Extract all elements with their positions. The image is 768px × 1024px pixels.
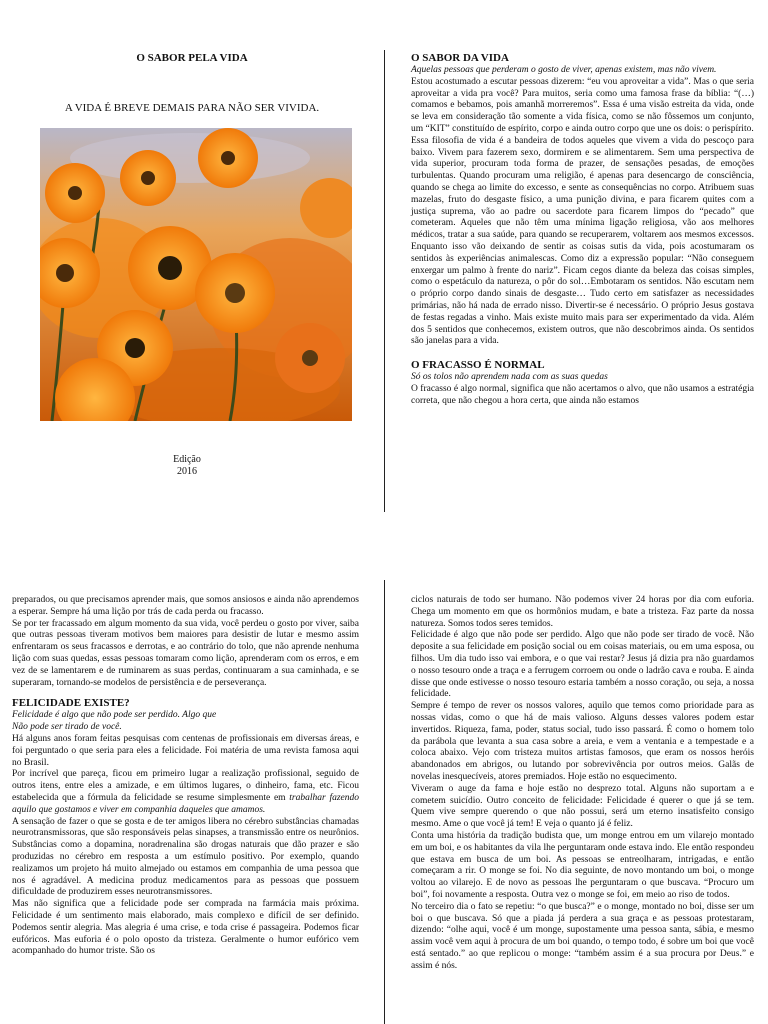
section-epigraph-line: Felicidade é algo que não pode ser perdido. Algo que <box>12 710 217 721</box>
section-heading: O SABOR DA VIDA <box>411 52 509 64</box>
flower <box>275 323 345 393</box>
paragraph-text: Por incrível que pareça, ficou em primeiro lugar a realização profissional, seguido de outros itens, entre eles a amizade, e em últimos lugares, o dinheiro, fama, etc. Ficou estabelecida que a fórmula da felicidade se resume simplesmente em <box>12 769 359 803</box>
orange-flowers-photo <box>40 128 352 421</box>
section-epigraph: Aquelas pessoas que perderam o gosto de viver, apenas existem, mas não vivem. <box>411 65 717 75</box>
paragraph <box>12 769 359 816</box>
section-heading: O FRACASSO É NORMAL <box>411 359 545 372</box>
paragraph: No terceiro dia o fato se repetiu: “o que busca?” e o monge, montado no boi, disse ser um boi o que buscava. Só que a piada já perdera a sua graça e as pessoas protestaram, dizendo: “olhe aqui, você é um monge, supostamente uma pessoa santa, sábia, e mesmo assim você vem aqui à procura de um boi quando, o tempo todo, é sobre um boi que você está sentado.” ao que replicou o monge: “também assim é a sua procura por Deus.” e assim é nós. <box>411 901 754 971</box>
page-2 <box>384 0 768 512</box>
paragraph: O fracasso é algo normal, significa que não acertamos o alvo, que não usamos a estratégia correta, que não chegou a hora certa, que ainda não estamos <box>411 383 754 406</box>
paragraph: Mas não significa que a felicidade pode ser comprada na farmácia mais próxima. Felicidade é um sentimento mais elaborado, mais complexo e difícil de ser definido. Podemos sentir alegria. Mas alegria é uma crise, e toda crise é passageira. Podemos ficar eufóricos. Mas euforia é o polo oposto da tristeza. Geralmente o humor eufórico vem acompanhado do humor triste. São os <box>12 899 359 957</box>
section-epigraph-line: Não pode ser tirado de você. <box>12 722 122 733</box>
cover-title: O SABOR PELA VIDA <box>136 52 248 64</box>
paragraph: A sensação de fazer o que se gosta e de ter amigos libera no cérebro substâncias chamadas neurotransmissoras, que são responsáveis pelas sinapses, a transmissão entre os neurônios. Substâncias como a dopamina, noradrenalina são drogas naturais que dão prazer e são produzidas no cérebro em resposta a um estímulo positivo. Por exemplo, quando realizamos um projeto há muito almejado ou estamos em companhia de uma pessoa que nos é agradável. A medicina produz medicamentos para as pessoas que possuem dificuldade de produzirem esses neurotransmissores. <box>12 816 359 898</box>
paragraph: preparados, ou que precisamos aprender mais, que somos ansiosos e ainda não aprendemos a esperar. Sempre há uma lição por trás de cada perda ou fracasso. <box>12 595 359 617</box>
cover-page <box>0 0 384 512</box>
paragraph: Há alguns anos foram feitas pesquisas com centenas de profissionais em diversas áreas, e foi perguntado o que seria para eles a felicidade. Foi matéria de uma revista famosa aqui no Brasil. <box>12 733 359 768</box>
flower <box>45 163 105 223</box>
section-epigraph: Só os tolos não aprendem nada com as suas quedas <box>411 372 608 383</box>
cover-subtitle: A VIDA É BREVE DEMAIS PARA NÃO SER VIVIDA. <box>64 102 320 114</box>
flower <box>120 150 176 206</box>
paragraph: Viveram o auge da fama e hoje estão no desprezo total. Alguns não suportam a e cometem suicídio. Outro conceito de felicidade: Felicidade é querer o que já se tem. Quem vive sempre querendo o que não possui, será um eterno insatisfeito consigo mesmo. Ame o que você já tem! E veja o quanto já é feliz. <box>411 783 754 830</box>
paragraph: Conta uma história da tradição budista que, um monge entrou em um vilarejo montado em um boi, e os habitantes da vila lhe perguntaram onde estava indo. Ele então respondeu que estava em busca de um boi. As pessoas se entreolharam, intrigadas, e então começaram a rir. O monge se foi. No dia seguinte, de novo montando um boi, o monge voltou ao vilarejo. E de novo as pessoas lhe perguntaram o que buscava. “Procuro um boi”, foi novamente a resposta. Outra vez o monge se foi, em meio ao riso de todos. <box>411 830 754 900</box>
section-heading: FELICIDADE EXISTE? <box>12 697 130 710</box>
page-2-column <box>411 52 754 408</box>
page-3 <box>0 580 384 1024</box>
flower <box>198 128 258 188</box>
paragraph: ciclos naturais de todo ser humano. Não podemos viver 24 horas por dia com euforia. Chega um momento em que os hormônios mudam, e bate a tristeza. Faz parte da nossa natureza. Somos todos seres temidos. <box>411 595 754 629</box>
page-4 <box>384 580 768 1024</box>
edition-year: 2016 <box>177 466 197 477</box>
paragraph: Felicidade é algo que não pode ser perdido. Algo que não pode ser tirado de você. Não deposite a sua felicidade em posição social ou em coisas materiais, ou em uma esposa, ou filhos. Um dia tudo isso vai embora, e o que vai restar? Jesus já dizia pra não guardamos o nosso tesouro onde a traça e a ferrugem corroem ou onde o ladrão cava e rouba. E ainda disse que onde estivesse o nosso tesouro estaria também a nosso coração, ou seja, a nossa felicidade. <box>411 630 754 700</box>
paragraph: Essa filosofia de vida é a bandeira de todos aqueles que vivem a vida do pescoço para baixo. Vivem para fazerem sexo, dormirem e se alimentarem. Sem uma perspectiva de vida superior, procuram toda forma de prazer, de sensações pesadas, de emoções turbulentas. Quando procuram uma religião, é apenas para desencargo de consciência, quando se chega ao limite do excesso, e sente as consequências no corpo. Atribuem suas mazelas, fruto do desgaste físico, a uma punição divina, e para ficarem quites com a justiça suprema, vão ao padre ou sacerdote para ficarem limpos do “pecado” que cometeram. Aqueles que não têm uma mínima ligação religiosa, vão aos melhores médicos, tratar a sua saúde, para quando se recuperarem, voltarem aos mesmos excessos. Enquanto isso vão deixando de sentir as coisas sutis da vida, pois acostumaram os sentidos às experiências animalescas. Como diz a expressão popular: “Não conseguem enxergar um palmo à frente do nariz”. Ficam cegos diante da beleza das coisas simples, como o espetáculo da natureza, o pôr do sol…Embotaram os sentidos. Não escutam nem o próprio corpo dando sinais de desgaste… Tudo certo em satisfazer as necessidades primárias, não há nada de errado nisso. Divertir-se é necessário. O próprio Jesus gostava de festas regadas a vinho. Mais existe muito mais para ser experimentado da vida. Além dos 5 sentidos que conhecemos, existem outros, que não descobrimos ainda. Os sentidos são janelas para a vida. <box>411 135 754 347</box>
flower <box>195 253 275 333</box>
paragraph: Se por ter fracassado em algum momento da sua vida, você perdeu o gosto por viver, saiba que outras pessoas tiveram motivos bem maiores para desistir de lutar e mesmo assim enfrentaram os seus fracassos e derrotas, e ao contrário do tolo, que não aprende nenhuma lição com suas quedas, essas pessoas tomaram como lição, aprenderam com os erros, e em vez de se lamentarem e de ruminarem as suas perdas, continuaram a sua caminhada, e se superaram, tornando-se modelos de persistência e de perseverança. <box>12 618 359 688</box>
page-4-column <box>411 595 754 973</box>
paragraph: Estou acostumado a escutar pessoas dizerem: “eu vou aproveitar a vida”. Mas o que seria aproveitar a vida pra você? Para muitos, seria como uma famosa frase da bíblia: “(…) comamos e bebamos, pois amanhã morreremos”. Essa é uma visão estreita da vida, onde se leva em consideração tão somente a vida física, como se não fôssemos um conjunto, um “KIT” constituído de espírito, corpo e ainda outro corpo que une os dois: o perispírito. <box>411 76 754 134</box>
page-3-column <box>12 595 359 958</box>
edition-label: Edição <box>173 454 201 465</box>
paragraph: Sempre é tempo de rever os nossos valores, aquilo que temos como prioridade para as nossas vidas, como o que há de mais valioso. Alguns desses valores podem estar invertidos. Riqueza, fama, poder, status social, tudo isso passará. É como o homem tolo da parábola que levanta a sua casa sobre a areia, e vem a ventania e a tempestade e a coloca abaixo. Vejo com tristeza muitos artistas famosos, que eram os nossos heróis abandonados em abrigos, ou lutando por sobrevivência por outros meios. Galãs de novelas inesquecíveis, atores premiados. Hoje estão no esquecimento. <box>411 701 754 782</box>
paragraph-italic-text: trabalhar fazendo aquilo que gostamos e viver em companhia daqueles que amamos. <box>12 792 359 815</box>
